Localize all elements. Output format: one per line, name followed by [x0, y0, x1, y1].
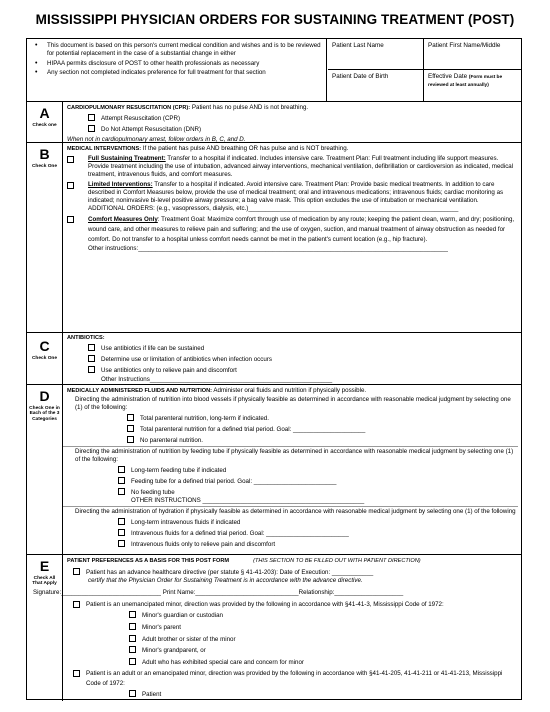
section-a-label	[27, 102, 63, 142]
notice-bullet: • HIPAA permits disclosure of POST to other health professionals as necessary	[33, 60, 322, 68]
field-label: Patient First Name/Middle	[428, 42, 501, 49]
section-d-label	[27, 385, 63, 554]
section-instruction: Check One	[31, 355, 58, 361]
section-letter: B	[39, 146, 50, 162]
section-letter: A	[39, 105, 50, 121]
divider	[63, 506, 518, 507]
section-heading-text: If the patient has pulse AND breathing OR has pulse and is NOT breathing.	[141, 145, 349, 152]
nutrition-iv-directive: Directing the administration of nutrition into blood vessels if physically feasible as determined in accordance with reasonable medical judgment by selecting one (1) of the following:	[75, 395, 511, 411]
option-label: Use antibiotics only to relieve pain and discomfort	[101, 367, 237, 375]
grandparent-checkbox[interactable]	[129, 646, 136, 653]
option-label: Total parenteral nutrition, long-term if indicated.	[140, 414, 269, 422]
notice-bullet: • This document is based on this person's current medical condition and wishes and is to be reviewed for potential replacement in the case of a substantial change in either	[33, 42, 322, 58]
iv-longterm-checkbox[interactable]	[118, 518, 125, 525]
option-label: Long-term feeding tube if indicated	[131, 466, 227, 474]
option-label: Minor's guardian or custodian	[142, 612, 223, 620]
section-heading: PATIENT PREFERENCES AS A BASIS FOR THIS POST FORM	[67, 558, 230, 564]
section-e	[27, 555, 521, 701]
advance-directive-checkbox[interactable]	[73, 568, 80, 575]
option-label: Adult brother or sister of the minor	[142, 635, 236, 643]
option-label: Total parenteral nutrition for a defined trial period. Goal: _____________________	[140, 425, 366, 433]
sibling-checkbox[interactable]	[129, 635, 136, 642]
option-label: Do Not Attempt Resuscitation (DNR)	[101, 126, 202, 134]
parent-checkbox[interactable]	[129, 623, 136, 630]
field-label: Patient Date of Birth	[332, 73, 389, 80]
option-label: Patient	[142, 691, 162, 698]
section-heading-text: Administer oral fluids and nutrition if physically possible.	[212, 387, 367, 394]
field-label: Patient Last Name	[332, 42, 384, 49]
option-title: Comfort Measures Only	[88, 216, 158, 224]
patient-checkbox[interactable]	[129, 690, 136, 697]
field-note: (Form must be reviewed at least annually)	[428, 75, 503, 88]
section-b-label	[27, 143, 63, 332]
signature-line[interactable]: Signature:_____________________________ Print Name:______________________________Relationship:____________________	[33, 589, 404, 597]
iv-comfort-checkbox[interactable]	[118, 540, 125, 547]
section-c-label	[27, 333, 63, 384]
option-text: Transfer to a hospital if indicated. Includes intensive care. Treatment Plan: Full treatment including life support measures. Provide treatment including the use of intubation, advanced airway interventions, mechanical ventilation, defibrillation or cardioversion as indicated, medical treatment, intravenous fluids, and comfort measures.	[88, 155, 514, 178]
caregiver-adult-checkbox[interactable]	[129, 658, 136, 665]
section-heading: CARDIOPULMONARY RESUSCITATION (CPR):	[67, 105, 191, 111]
advance-directive-note: certify that the Physician Order for Sustaining Treatment is in accordance with the advance directive.	[88, 577, 363, 585]
option-label: Minor's parent	[142, 624, 182, 632]
notice-bullets	[27, 39, 327, 102]
section-c	[27, 333, 521, 385]
section-instruction: Check One	[31, 163, 58, 169]
option-label: Minor's grandparent, or	[142, 647, 206, 655]
option-label: Adult who has exhibited special care and concern for minor	[142, 658, 304, 666]
no-tpn-checkbox[interactable]	[127, 436, 134, 443]
effective-date-field[interactable]	[424, 70, 521, 102]
option-text: Transfer to a hospital if indicated. Avoid intensive care. Treatment Plan: Provide basic medical treatments. In addition to care described in Comfort Measures below, provide the use of medical treatment; oral and intravenous medications; intravenous fluids; cardiac monitoring as indicated; noninvasive bi-level positive airway pressure; a bag valve mask. This option excludes the use of intubation or mechanical ventilation.	[88, 181, 504, 204]
patient-dob-field[interactable]	[328, 70, 424, 102]
section-letter: E	[39, 558, 50, 574]
feeding-tube-directive: Directing the administration of nutrition by feeding tube if physically feasible as determined in accordance with reasonable medical judgment by selecting one (1) of the following:	[75, 448, 514, 464]
field-label: Effective Date	[428, 73, 468, 80]
section-heading: ANTIBIOTICS:	[67, 335, 105, 341]
limited-interventions-checkbox[interactable]	[67, 182, 74, 189]
section-instruction: Check one	[32, 122, 57, 128]
section-e-label	[27, 555, 63, 701]
antibiotics-comfort-checkbox[interactable]	[88, 366, 95, 373]
feeding-tube-trial-checkbox[interactable]	[118, 477, 125, 484]
option-label: Patient has an advance healthcare directive (per statute § 41-41-203): Date of Execution: ____________	[86, 568, 374, 576]
adult-checkbox[interactable]	[73, 670, 80, 677]
tpn-trial-checkbox[interactable]	[127, 425, 134, 432]
dnr-checkbox[interactable]	[88, 125, 95, 132]
section-instruction: Check All That Apply	[32, 575, 57, 587]
option-title: Full Sustaining Treatment:	[88, 155, 166, 163]
option-label: Patient is an adult or an emancipated minor, direction was provided by the following in accordance with §41-41-205, 41-41-211 or 41-41-213, Mississippi Code of 1972:	[86, 670, 503, 687]
option-label: No parenteral nutrition.	[140, 436, 203, 444]
comfort-measures-checkbox[interactable]	[67, 216, 74, 223]
guardian-checkbox[interactable]	[129, 611, 136, 618]
option-label: Patient is an unemancipated minor, direction was provided by the following in accordance with §41-41-3, Mississippi Code of 1972:	[86, 601, 444, 608]
full-treatment-checkbox[interactable]	[67, 156, 74, 163]
minor-checkbox[interactable]	[73, 601, 80, 608]
section-d	[27, 385, 521, 555]
other-instructions-field[interactable]: OTHER INSTRUCTIONS _______________________________________________	[131, 496, 365, 504]
notice-bullet: • Any section not completed indicates preference for full treatment for that section	[33, 69, 322, 77]
option-label: Attempt Resuscitation (CPR)	[101, 115, 181, 123]
option-title: Limited Interventions:	[88, 181, 153, 189]
form-title: MISSISSIPPI PHYSICIAN ORDERS FOR SUSTAINING TREATMENT (POST)	[35, 12, 515, 27]
section-a	[27, 102, 521, 143]
option-label: Intravenous fluids only to relieve pain and discomfort	[131, 541, 276, 549]
section-heading-note: (THIS SECTION TO BE FILLED OUT WITH PATIENT DIRECTION)	[253, 558, 421, 564]
section-letter: C	[39, 338, 50, 354]
iv-trial-checkbox[interactable]	[118, 529, 125, 536]
option-label: Determine use or limitation of antibiotics when infection occurs	[101, 356, 272, 364]
info-header	[27, 39, 521, 102]
other-instructions-field[interactable]: Other instructions:__________________________________________________________________________________________	[88, 245, 448, 253]
section-letter: D	[39, 388, 50, 404]
section-heading: MEDICALLY ADMINISTERED FLUIDS AND NUTRITION:	[67, 388, 213, 394]
feeding-tube-longterm-checkbox[interactable]	[118, 466, 125, 473]
option-label: No feeding tube	[131, 488, 175, 496]
additional-orders-field[interactable]: ADDITIONAL ORDERS: (e.g., vasopressors, dialysis, etc.)_____________________________________________________________	[88, 204, 459, 212]
antibiotics-sustain-checkbox[interactable]	[88, 344, 95, 351]
patient-first-name-field[interactable]	[424, 39, 521, 70]
divider	[63, 446, 518, 447]
hydration-directive: Directing the administration of hydration if physically feasible as determined in accordance with reasonable medical judgment by selecting one (1) of the following	[75, 508, 516, 516]
option-label: Use antibiotics if life can be sustained	[101, 345, 205, 353]
option-text: : Treatment Goal: Maximize comfort through use of medication by any route; keeping the patient clean, warm, and dry; positioning, wound care, and other measures to relieve pain and suffering; and the use of oxygen, suction, and manual treatment of airway obstruction as needed for comfort. Do not transfer to a hospital unless comfort needs cannot be met in the patient's current location (e.g., hip fracture).	[88, 216, 515, 243]
section-heading-text: Patient has no pulse AND is not breathing.	[190, 104, 309, 111]
other-instructions-field[interactable]: Other Instructions_____________________________________________________	[101, 375, 333, 383]
patient-last-name-field[interactable]	[328, 39, 424, 70]
section-heading: MEDICAL INTERVENTIONS:	[67, 146, 142, 152]
section-note: When not in cardiopulmonary arrest, follow orders in B, C, and D.	[67, 136, 246, 144]
option-label: Long-term intravenous fluids if indicated	[131, 519, 241, 527]
section-instruction: Check One in Each of the 3 Categories	[29, 405, 60, 423]
no-feeding-tube-checkbox[interactable]	[118, 488, 125, 495]
section-b	[27, 143, 521, 333]
form-page	[26, 38, 522, 700]
cpr-checkbox[interactable]	[88, 114, 95, 121]
option-label: Intravenous fluids for a defined trial period. Goal: ________________________	[131, 530, 349, 538]
tpn-longterm-checkbox[interactable]	[127, 414, 134, 421]
option-label: Feeding tube for a defined trial period. Goal: ________________________	[131, 477, 337, 485]
antibiotics-determine-checkbox[interactable]	[88, 355, 95, 362]
